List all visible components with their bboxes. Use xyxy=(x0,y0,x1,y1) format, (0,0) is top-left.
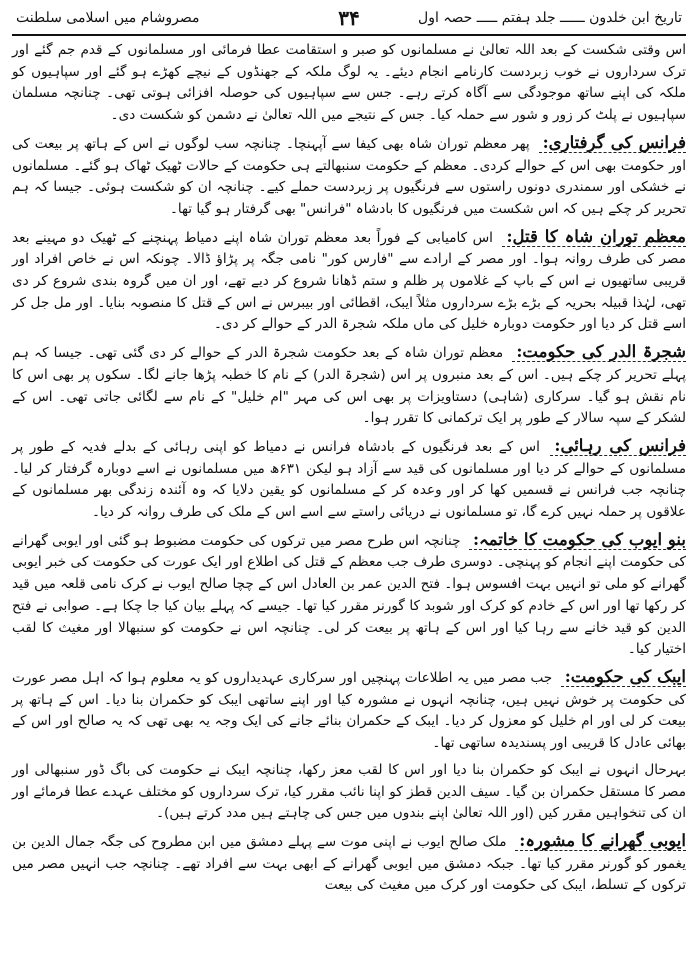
paragraph xyxy=(12,40,686,127)
section-heading: شجرۃ الدر کی حکومت: xyxy=(512,342,686,362)
paragraph-text: اس کے بعد فرنگیوں کے بادشاہ فرانس نے دمیاط کو اپنی رہائی کے بدلے فدیہ کے طور پر مسلمانوں کے حوالے کر دیا اور مسلمانوں کی قید سے آزاد ہو لیکن ۶۳۱ھ میں مسلمانوں نے اسے دوبارہ گرفتار کر لیا۔ چنانچہ جب فرانس نے قسمیں کھا کر اور وعدہ کر کے مسلمانوں کو یقین دلایا کہ وہ آئندہ زندگی بھر مسلمانوں کے علاقوں پر حملہ نہیں کرے گا، تو مسلمانوں نے دریائی راستے سے اسے اس کے ملک کی طرف روانہ کر دیا۔ xyxy=(12,438,687,521)
paragraph-text: اس کامیابی کے فوراً بعد معظم توران شاہ اپنے دمیاط پہنچنے کے ٹھیک دو مہینے بعد مصر کی طرف روانہ ہوا۔ اور مصر کے ارادے سے "فارس کور" نامی جگہ پر پڑاؤ ڈالا۔ چونکہ اس نے خاص افراد اور قریبی ساتھیوں نے اس کے باپ کے غلاموں پر ظلم و ستم ڈھانا شروع کر دیے تھے، اور ان میں گروہ بندی شروع کر دی تھی، لہٰذا قبیلہ بحریہ کے بڑے بڑے سرداروں مثلاً ایبک، اقطائی اور بیبرس نے اس کے قتل کا منصوبہ بنایا۔ اور مل جل کر اسے قتل کر دیا اور حکومت دوبارہ خلیل کی ماں ملکہ شجرۃ الدر کے حوالے کر دی۔ xyxy=(12,229,686,333)
paragraph xyxy=(12,666,686,755)
paragraph xyxy=(12,760,686,825)
paragraph xyxy=(12,830,686,897)
paragraph-text: بہرحال انہوں نے ایبک کو حکمران بنا دیا اور اس کا لقب معز رکھا، چنانچہ ایبک نے حکومت کی باگ ڈور سنبھالی اور مصر کا مستقل حکمران بن گیا۔ سیف الدین قطز کو اپنا نائب مقرر کیا، ترک سرداروں کو مختلف عہدے عطا فرمائے اور ان کی تنخواہیں مقرر کیں (اور اللہ تعالیٰ اپنے بندوں میں جس کی چاہتے ہیں مدد کرتے ہیں)۔ xyxy=(12,761,686,822)
paragraph xyxy=(12,529,686,661)
section-heading: فرانس کی گرفتاری: xyxy=(539,133,686,153)
book-title: تاریخ ابن خلدون ــــــ جلد ہفتم ـــــ حصہ اول xyxy=(418,10,682,26)
paragraph xyxy=(12,226,686,337)
section-heading: ایبک کی حکومت: xyxy=(561,667,686,687)
paragraph-text: ملک صالح ایوب نے اپنی موت سے پہلے دمشق میں ابن مطروح کی جگہ جمال الدین بن یغمور کو گورنر مقرر کیا تھا۔ جبکہ دمشق میں ایوبی گھرانے کے ابھی بہت سے افراد تھے۔ چنانچہ جب انہیں مصر میں ترکوں کے تسلط، ایبک کی حکومت اور کرک میں مغیث کی بیعت xyxy=(12,833,686,894)
section-heading: بنو ایوب کی حکومت کا خاتمہ: xyxy=(469,530,686,550)
page-number: ۳۴ xyxy=(338,6,360,30)
paragraph-text: اس وقتی شکست کے بعد اللہ تعالیٰ نے مسلمانوں کو صبر و استقامت عطا فرمائی اور مسلمانوں کے قدم جم گئے اور ترک سرداروں نے خوب زبردست کارنامے انجام دیئے۔ یہ لوگ ملکہ کے جھنڈوں کے نیچے کھڑے ہو گئے اور سپاہیوں کو ملکہ کی اپنے ساتھ موجودگی سے آگاہ کرتے رہے۔ جس سے سپاہیوں کی حوصلہ افزائی ہوتی تھی۔ چنانچہ مسلمان سپاہیوں نے پلٹ کر زور و شور سے حملہ کیا۔ جس کے نتیجے میں اللہ تعالیٰ نے دشمن کو شکست دی۔ xyxy=(12,42,686,124)
page-header xyxy=(12,6,686,36)
paragraph xyxy=(12,341,686,430)
paragraph-text: جب مصر میں یہ اطلاعات پہنچیں اور سرکاری عہدیداروں کو یہ معلوم ہوا کہ اہل مصر عورت کی حکومت پر خوش نہیں ہیں، چنانچہ انہوں نے مشورہ کیا اور اپنے ساتھی ایبک کو حکمران بنا دیا۔ اس کے ہاتھ پر بیعت کر لی اور ام خلیل کو معزول کر دیا۔ ایبک کے حکمران بنائے جانے کی ایک وجہ یہ بھی تھی کہ یہ صالح اور اس کے بھائی عادل کا قریبی اور پسندیدہ ساتھی تھا۔ xyxy=(12,669,686,752)
paragraph xyxy=(12,132,686,221)
paragraph-text: پھر معظم توران شاہ بھی کیفا سے آپہنچا۔ چنانچہ سب لوگوں نے اس کے ہاتھ پر بیعت کی اور حکومت بھی اس کے حوالے کردی۔ معظم کے حکومت سنبھالتے ہی حکومت کے حالات ٹھیک ٹھاک ہو گئے۔ مسلمانوں نے خشکی اور سمندری دونوں راستوں سے فرنگیوں پر زبردست حملے کیے۔ چنانچہ ان کو شکست ہوئی۔ جیسا کہ ہم تحریر کر چکے ہیں کہ اس شکست میں فرنگیوں کا بادشاہ "فرانس" بھی گرفتار ہو گیا تھا۔ xyxy=(12,135,686,217)
page-body xyxy=(12,40,686,897)
section-heading: فرانس کی رہائی: xyxy=(550,436,686,456)
section-title: مصروشام میں اسلامی سلطنت xyxy=(16,10,200,26)
paragraph-text: چنانچہ اس طرح مصر میں ترکوں کی حکومت مضبوط ہو گئی اور ایوبی گھرانے کی حکومت اپنے انجام کو پہنچی۔ دوسری طرف جب معظم کے قتل کی اطلاع اور ایک عورت کی حکومت کی خبر ایوبی گھرانے کو ملی تو انہیں بہت افسوس ہوا۔ فتح الدین عمر بن العادل اس کے چچا صالح ایوب نے کرک نامی قلعہ میں قید کر رکھا تھا اور اس کے خادم کو کرک اور شوبد کا گورنر مقرر کیا تھا۔ جیسے کہ پہلے بیان کیا جا چکا ہے۔ صوابی نے فتح الدین کو قید خانے سے رہا کیا اور اس کے ہاتھ پر بیعت کر لی۔ چنانچہ اس نے حکومت کو سنبھالا اور مغیث کا لقب اختیار کیا۔ xyxy=(12,532,686,658)
section-heading: ایوبی گھرانے کا مشورہ: xyxy=(515,831,686,851)
paragraph-text: معظم توران شاہ کے بعد حکومت شجرۃ الدر کے حوالے کر دی گئی تھی۔ جیسا کہ ہم پہلے تحریر کر چکے ہیں۔ اس کے بعد منبروں پر اس (شجرۃ الدر) کے نام کا خطبہ پڑھا جانے لگا۔ سکوں پر بھی اس کا نام نقش ہو گیا۔ سرکاری (شاہی) دستاویزات پر بھی اس کی مہر "ام خلیل" کے نام سے لگائی جاتی تھی۔ اس کے لشکر کے سپہ سالار کے طور پر ایک ترکمانی کا تقرر ہوا۔ xyxy=(12,345,686,427)
paragraph xyxy=(12,435,686,524)
section-heading: معظم توران شاہ کا قتل: xyxy=(502,227,686,247)
